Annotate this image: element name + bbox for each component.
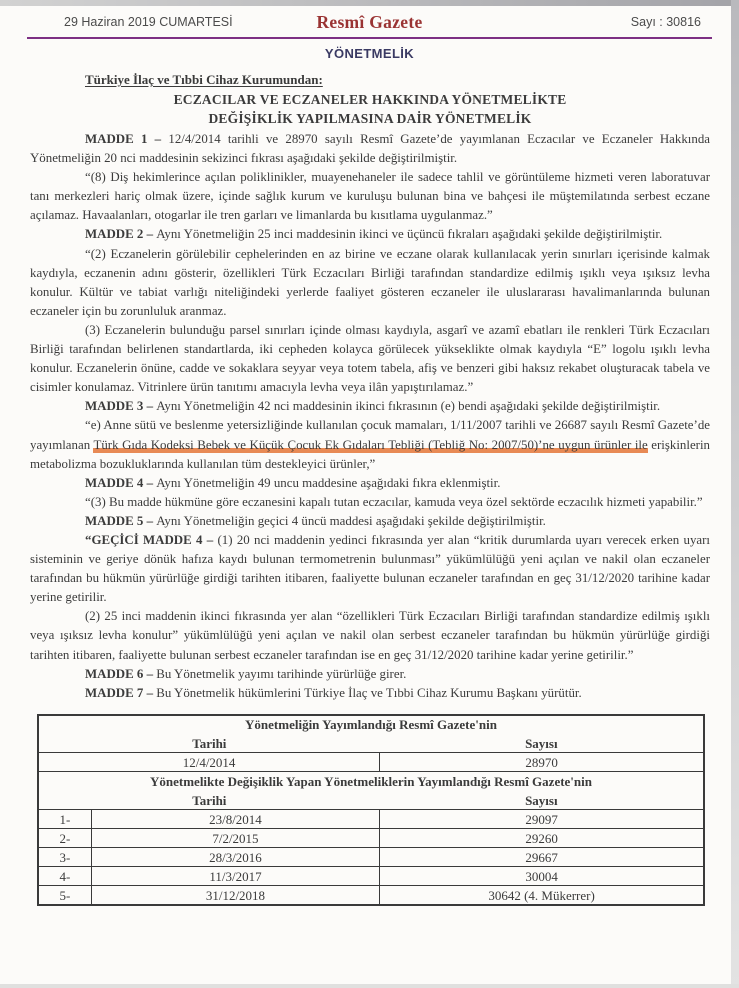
paragraph-7 xyxy=(30,416,710,473)
publication-table xyxy=(37,714,705,906)
paragraph-13 xyxy=(30,665,710,684)
table-row-7 xyxy=(38,829,704,848)
paragraph-10 xyxy=(30,512,710,531)
section-heading: YÖNETMELİK xyxy=(324,46,415,61)
table-cell-ordinal: 5- xyxy=(38,886,91,905)
table-row-9 xyxy=(38,867,704,886)
table-cell-ordinal: 3- xyxy=(38,848,91,867)
text-segment: “(8) Diş hekimlerince açılan poliklinikler, muayenehaneler ile sadece tahlil ve görüntüleme hizmeti veren laboratuvar tanı merkezleri hariç olmak üzere, içinde sağlık kurum ve kuruluşu bulunan bina ve bahçesi ile müştemilatında serbest eczane açılamaz. Havaalanları, otogarlar ile tren garları ve limanlarda bu kısıtlama uygulanmaz.” xyxy=(30,170,710,223)
article-label: “GEÇİCİ MADDE 4 – xyxy=(85,532,218,547)
table-col-header-issue: Sayısı xyxy=(380,734,704,753)
text-segment: Bu Yönetmelik hükümlerini Türkiye İlaç ve Tıbbi Cihaz Kurumu Başkanı yürütür. xyxy=(156,685,582,700)
table-cell-ordinal: 4- xyxy=(38,867,91,886)
paragraph-1 xyxy=(30,130,710,168)
table-cell-ordinal: 1- xyxy=(38,810,91,829)
scan-edge-top xyxy=(0,0,739,6)
table-row-6 xyxy=(38,810,704,829)
table-span-header: Yönetmeliğin Yayımlandığı Resmî Gazete'nin xyxy=(245,717,497,733)
scan-edge-bottom xyxy=(0,984,739,988)
text-segment: (3) Eczanelerin bulunduğu parsel sınırları içinde olması kaydıyla, asgarî ve azamî ebatları ile renkleri Türk Eczacıları Birliği tarafından belirlenen standartlarda, iki cepheden kolayca görülecek yükseklikte olmak kaydıyla “E” logolu ışıklı levha konulur. Eczanelerin önüne, cadde ve sokaklara seyyar veya totem tabela, afiş ve benzeri gibi haksız rekabet oluşturacak tabela ve cisimler konulamaz. Vitrinlere ürün tanıtımı amacıyla levha veya ilân yapıştırılamaz.” xyxy=(30,322,710,395)
table-row-1 xyxy=(38,715,704,734)
regulation-title-line1: ECZACILAR VE ECZANELER HAKKINDA YÖNETMELİKTE xyxy=(173,92,567,107)
article-label: MADDE 2 – xyxy=(85,227,157,242)
text-segment: Aynı Yönetmeliğin 42 nci maddesinin ikinci fıkrasının (e) bendi aşağıdaki şekilde değiştirilmiştir. xyxy=(156,399,661,414)
table-cell-issue: 28970 xyxy=(380,753,704,772)
table-cell-date: 12/4/2014 xyxy=(38,753,380,772)
text-segment: (1) 20 nci maddenin yedinci fıkrasında yer alan “kritik durumlarda uyarı verecek erken uyarı sisteminin ve geriye dönük hafıza kaydı bulunan termometrenin bulunması” yükümlülüğü yeni açılan ve nakil olan eczaneler tarafından bu hükmün yürürlüğe girdiği tarihten itibaren, faaliyette bulunan eczaneler tarafından en geç 31/12/2020 tarihine kadar yerine getirilir. xyxy=(30,532,711,605)
table-cell-issue: 29097 xyxy=(380,810,704,829)
table-row-4 xyxy=(38,772,704,791)
table-cell-ordinal: 2- xyxy=(38,829,91,848)
table-cell-date: 7/2/2015 xyxy=(91,829,379,848)
regulation-title-line2: DEĞİŞİKLİK YAPILMASINA DAİR YÖNETMELİK xyxy=(208,111,532,126)
paragraph-5 xyxy=(30,321,710,397)
table-col-header-date: Tarihi xyxy=(38,734,380,753)
paragraph-3 xyxy=(30,225,710,244)
masthead xyxy=(0,12,739,34)
article-label: MADDE 4 – xyxy=(85,475,157,490)
paragraph-11 xyxy=(30,531,710,607)
table-row-3 xyxy=(38,753,704,772)
article-label: MADDE 3 – xyxy=(85,399,157,414)
table-cell-issue: 30642 (4. Mükerrer) xyxy=(488,887,595,903)
paragraph-2 xyxy=(30,168,710,225)
article-label: MADDE 1 – xyxy=(85,132,169,146)
text-segment: 12/4/2014 tarihli ve 28970 sayılı Resmî Gazete’de yayımlanan Eczacılar ve Eczaneler Hakkında Yönetmeliğin 20 nci maddesinin sekizinci fıkrası aşağıdaki şekilde değiştirilmiştir. xyxy=(30,132,710,166)
regulation-body xyxy=(30,130,710,703)
issue-date: 29 Haziran 2019 CUMARTESİ xyxy=(64,15,233,29)
issue-number: Sayı : 30816 xyxy=(630,15,701,29)
table-col-header-issue: Sayısı xyxy=(380,791,704,810)
text-segment: (2) 25 inci maddenin ikinci fıkrasında yer alan “özellikleri Türk Eczacıları Birliği tarafından standardize edilmiş ışıklı veya ışıksız levha konulur” yükümlülüğü yeni açılan ve nakil olan serbest eczaneler tarafından bu hükmün yürürlüğe girdiği tarihten itibaren, faaliyette bulunan serbest eczaneler tarafından ise en geç 31/12/2020 tarihine kadar yerine getirilir.” xyxy=(30,609,710,662)
article-label: MADDE 7 – xyxy=(85,685,157,700)
issuing-authority: Türkiye İlaç ve Tıbbi Cihaz Kurumundan: xyxy=(85,72,323,87)
text-segment: Aynı Yönetmeliğin 25 inci maddesinin ikinci ve üçüncü fıkraları aşağıdaki şekilde değiştirilmiştir. xyxy=(156,227,663,242)
text-segment: Aynı Yönetmeliğin 49 uncu maddesine aşağıdaki fıkra eklenmiştir. xyxy=(156,475,501,490)
table-row-5 xyxy=(38,791,704,810)
text-segment: “(2) Eczanelerin görülebilir cephelerinden en az birine ve eczane olarak kullanılacak yerin sınırları içerisinde kalmak kaydıyla, eczanenin adını gösterir, özellikleri Türk Eczacıları Birliği tarafından standardize edilmiş ışıklı veya ışıksız levha konulur. Kültür ve tabiat varlığı niteliğindeki yerlerde faaliyet gösteren eczaneler ile uluslararası havalimanlarında bulunan eczaneler için bu zorunluluk aranmaz. xyxy=(30,246,710,318)
text-segment: “e) Anne sütü ve beslenme yetersizliğinde kullanılan çocuk mamaları, 1/11/2007 tarihli ve 26687 sayılı Resmî Gazete’de yayımlanan xyxy=(30,418,710,452)
table-col-header-date: Tarihi xyxy=(38,791,380,810)
table-cell-date: 11/3/2017 xyxy=(91,867,379,886)
table-cell-issue: 29260 xyxy=(380,829,704,848)
text-segment: “(3) Bu madde hükmüne göre eczanesini kapalı tutan eczacılar, kamuda veya özel sektörde eczacılık hizmeti yapabilir.” xyxy=(85,494,703,509)
table-cell-issue: 29667 xyxy=(380,848,704,867)
paragraph-4 xyxy=(30,245,710,321)
table-cell-date: 23/8/2014 xyxy=(91,810,379,829)
paragraph-8 xyxy=(30,474,710,493)
article-label: MADDE 5 – xyxy=(85,513,157,528)
masthead-title: Resmî Gazete xyxy=(316,12,423,32)
masthead-rule xyxy=(27,37,712,39)
article-label: MADDE 6 – xyxy=(85,666,157,681)
table-cell-date: 28/3/2016 xyxy=(91,848,379,867)
table-cell-issue: 30004 xyxy=(380,867,704,886)
document-content xyxy=(30,72,710,906)
scan-edge-right xyxy=(731,0,739,988)
paragraph-12 xyxy=(30,607,710,664)
table-row-8 xyxy=(38,848,704,867)
paragraph-6 xyxy=(30,397,710,416)
paragraph-9 xyxy=(30,493,710,512)
text-segment: erişkinlerin metabolizma bozukluklarında kullanılan tüm destekleyici ürünler,” xyxy=(30,437,710,471)
table-row-10 xyxy=(38,886,704,905)
table-cell-date: 31/12/2018 xyxy=(91,886,379,905)
table-span-header: Yönetmelikte Değişiklik Yapan Yönetmeliklerin Yayımlandığı Resmî Gazete'nin xyxy=(150,774,592,790)
text-segment: Aynı Yönetmeliğin geçici 4 üncü maddesi aşağıdaki şekilde değiştirilmiştir. xyxy=(156,513,546,528)
table-row-2 xyxy=(38,734,704,753)
text-segment: Bu Yönetmelik yayımı tarihinde yürürlüğe girer. xyxy=(156,666,407,681)
highlighted-text: Türk Gıda Kodeksi Bebek ve Küçük Çocuk Ek Gıdaları Tebliği (Tebliğ No: 2007/50)’ne uygun ürünler ile xyxy=(93,437,648,452)
paragraph-14 xyxy=(30,684,710,703)
